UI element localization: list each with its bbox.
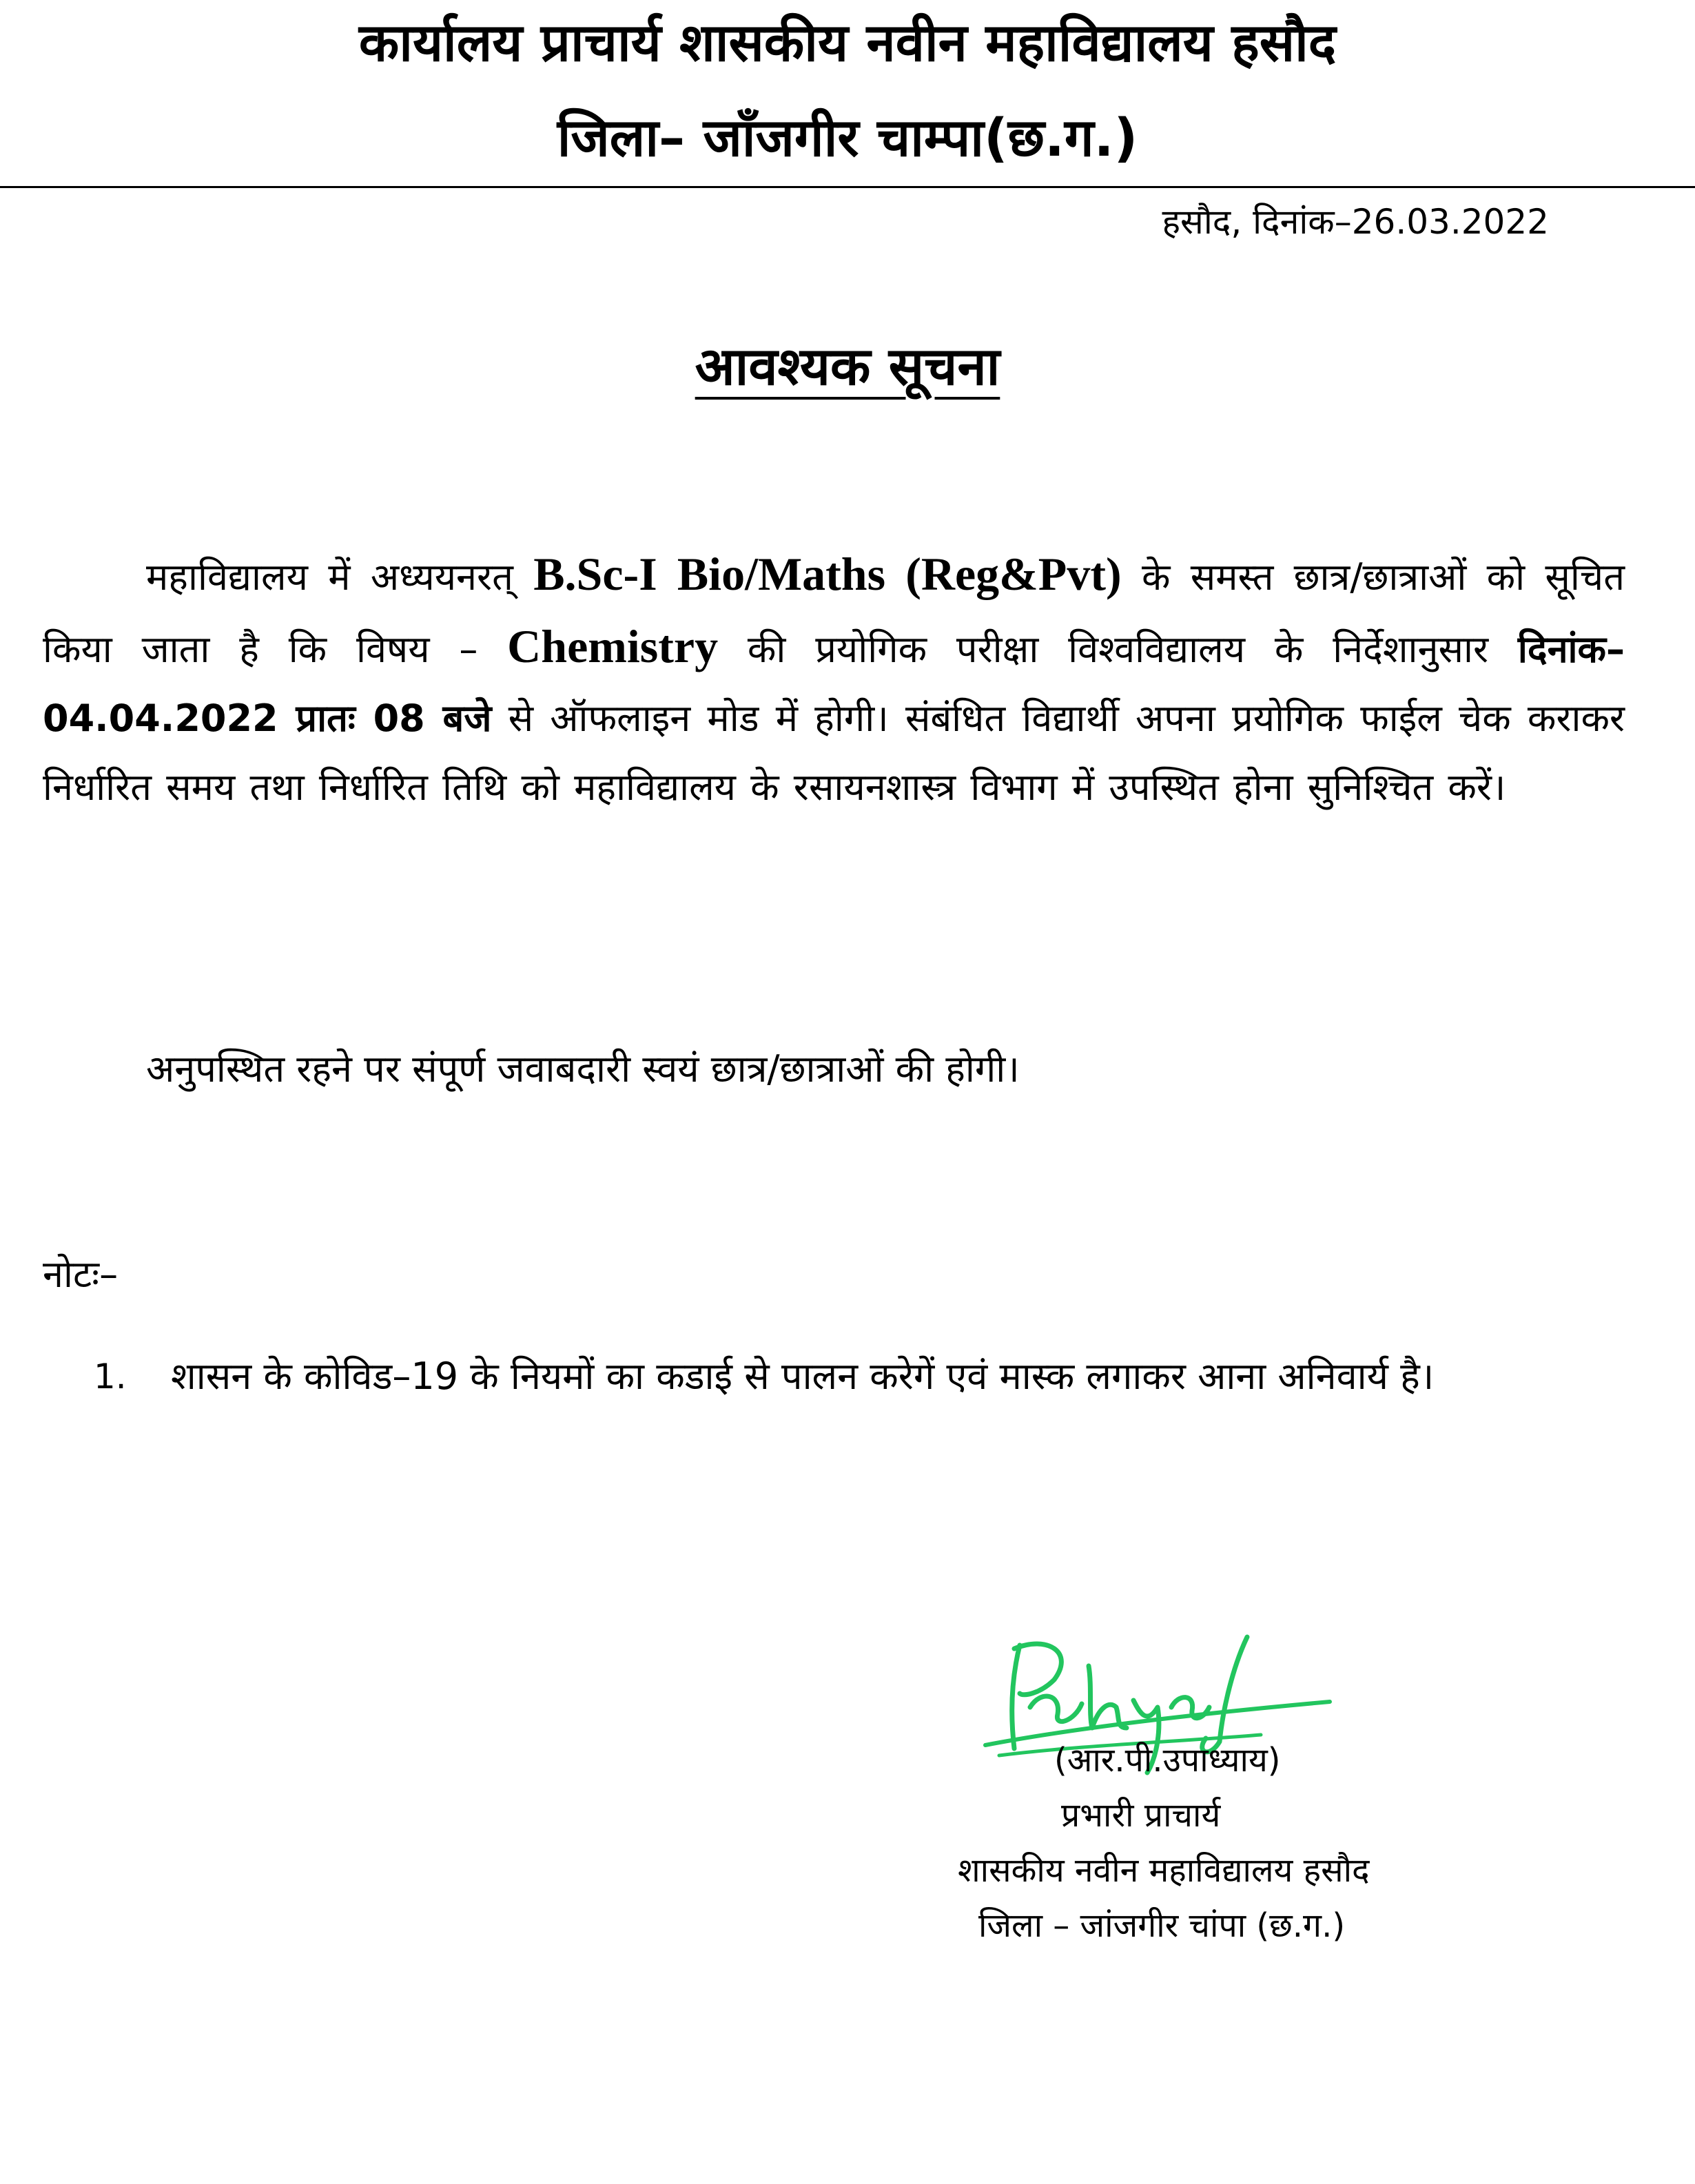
signatory-name: (आर.पी.उपाध्याय) — [1054, 1741, 1281, 1780]
header-divider — [0, 186, 1695, 188]
para1-text-c: की प्रयोगिक परीक्षा विश्वविद्यालय के निर्देशानुसार — [747, 628, 1489, 671]
para1-text-d: से ऑफलाइन मोड में होगी। संबंधित विद्यार्थी अपना प्रयोगिक फाईल चेक कराकर निर्धारित समय तथा निर्धारित तिथि को महाविद्यालय के रसायनशास्त्र विभाग में उपस्थित होना सुनिश्चित करें। — [43, 697, 1625, 809]
place-date: हसौद, दिनांक–26.03.2022 — [1162, 202, 1549, 242]
note-label: नोटः– — [43, 1253, 119, 1296]
signatory-title: प्रभारी प्राचार्य — [1061, 1796, 1221, 1835]
notice-heading-text: आवश्यक सूचना — [695, 336, 1000, 397]
para1-text-b: के समस्त छात्र/छात्राओं को सूचित किया जाता है कि विषय – — [43, 555, 1625, 671]
para1-text-a: महाविद्यालय में अध्ययनरत् — [146, 555, 513, 599]
office-header-line1: कार्यालय प्राचार्य शासकीय नवीन महाविद्यालय हसौद — [358, 12, 1337, 73]
notice-paragraph — [43, 539, 1625, 822]
note-item-number: 1. — [94, 1357, 127, 1397]
office-header-line2: जिला– जाँजगीर चाम्पा(छ.ग.) — [557, 107, 1138, 168]
signatory-district: जिला – जांजगीर चांपा (छ.ग.) — [978, 1906, 1346, 1945]
signatory-institution: शासकीय नवीन महाविद्यालय हसौद — [958, 1851, 1370, 1890]
absence-warning: अनुपस्थित रहने पर संपूर्ण जवाबदारी स्वयं छात्र/छात्राओं की होगी। — [146, 1047, 1020, 1091]
exam-schedule: दिनांक–04.04.2022 प्रातः 08 बजे — [43, 628, 1625, 740]
notice-heading — [0, 332, 1695, 401]
course-name: B.Sc-I Bio/Maths (Reg&Pvt) — [533, 548, 1122, 600]
note-item-text: शासन के कोविड–19 के नियमों का कडाई से पालन करेगें एवं मास्क लगाकर आना अनिवार्य है। — [171, 1354, 1435, 1398]
subject-name: Chemistry — [507, 620, 719, 672]
